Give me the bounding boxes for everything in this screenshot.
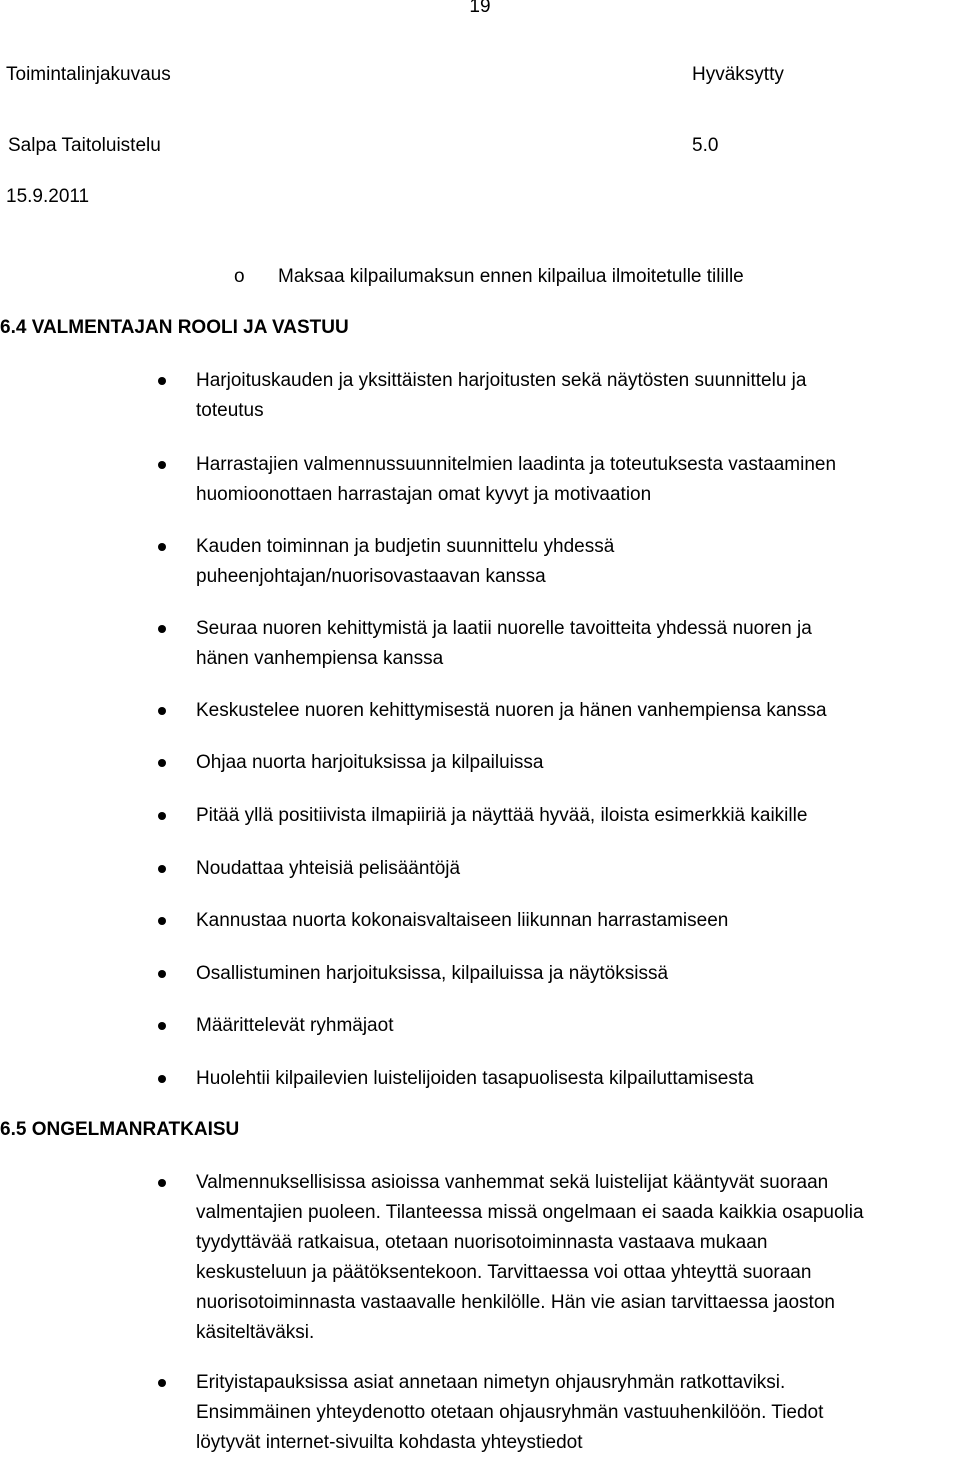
list-item-line: Kauden toiminnan ja budjetin suunnittelu yhdessä xyxy=(196,536,615,557)
list-item-line: keskusteluun ja päätöksentekoon. Tarvittaessa voi ottaa yhteyttä suoraan xyxy=(196,1262,812,1283)
list-item-text xyxy=(196,801,960,831)
page-number: 19 xyxy=(469,0,491,17)
list-item-line: käsiteltäväksi. xyxy=(196,1322,315,1343)
list-item-text xyxy=(196,959,960,989)
list-item-line: Määrittelevät ryhmäjaot xyxy=(196,1015,394,1036)
bullet-icon xyxy=(158,1179,166,1187)
list-item-text xyxy=(196,614,960,674)
bullet-icon xyxy=(158,917,166,925)
list-item-text xyxy=(196,854,960,884)
bullet-icon xyxy=(158,707,166,715)
header-organization: Salpa Taitoluistelu xyxy=(8,135,161,156)
list-item-line: Harrastajien valmennussuunnitelmien laadinta ja toteutuksesta vastaaminen xyxy=(196,454,837,475)
list-item-line: puheenjohtajan/nuorisovastaavan kanssa xyxy=(196,566,546,587)
bullet-icon xyxy=(158,812,166,820)
sub-item-text: Maksaa kilpailumaksun ennen kilpailua ilmoitetulle tilille xyxy=(278,266,744,287)
list-item-line: toteutus xyxy=(196,400,264,421)
header-date: 15.9.2011 xyxy=(6,186,90,207)
list-item-line: Huolehtii kilpailevien luistelijoiden tasapuolisesta kilpailuttamisesta xyxy=(196,1068,754,1089)
list-item-line: tyydyttävää ratkaisua, otetaan nuorisotoiminnasta vastaava mukaan xyxy=(196,1232,768,1253)
sub-item-marker: o xyxy=(234,266,245,287)
list-item-line: Osallistuminen harjoituksissa, kilpailuissa ja näytöksissä xyxy=(196,963,669,984)
list-item-text xyxy=(196,1368,960,1458)
list-item-text xyxy=(196,1011,960,1041)
list-item-text xyxy=(196,696,960,726)
bullet-icon xyxy=(158,1075,166,1083)
list-item-line: Harjoituskauden ja yksittäisten harjoitusten sekä näytösten suunnittelu ja xyxy=(196,370,807,391)
header-doc-type: Toimintalinjakuvaus xyxy=(6,64,171,85)
list-item-line: Valmennuksellisissa asioissa vanhemmat sekä luistelijat kääntyvät suoraan xyxy=(196,1172,829,1193)
bullet-icon xyxy=(158,625,166,633)
list-item-line: valmentajien puoleen. Tilanteessa missä ongelmaan ei saada kaikkia osapuolia xyxy=(196,1202,864,1223)
bullet-icon xyxy=(158,377,166,385)
bullet-icon xyxy=(158,759,166,767)
list-item-line: Erityistapauksissa asiat annetaan nimetyn ohjausryhmän ratkottaviksi. xyxy=(196,1372,786,1393)
list-item-line: nuorisotoiminnasta vastaavalle henkilölle. Hän vie asian tarvittaessa jaoston xyxy=(196,1292,835,1313)
list-item-text xyxy=(196,1168,960,1348)
list-item-text xyxy=(196,366,960,426)
list-item-line: löytyvät internet-sivuilta kohdasta yhteystiedot xyxy=(196,1432,583,1453)
bullet-icon xyxy=(158,865,166,873)
bullet-icon xyxy=(158,970,166,978)
bullet-icon xyxy=(158,543,166,551)
list-item-text xyxy=(196,906,960,936)
list-item-line: Ohjaa nuorta harjoituksissa ja kilpailuissa xyxy=(196,752,544,773)
bullet-icon xyxy=(158,1022,166,1030)
list-item-text xyxy=(196,1064,960,1094)
list-item-line: Noudattaa yhteisiä pelisääntöjä xyxy=(196,858,461,879)
list-item-line: hänen vanhempiensa kanssa xyxy=(196,648,444,669)
list-item-line: Keskustelee nuoren kehittymisestä nuoren ja hänen vanhempiensa kanssa xyxy=(196,700,827,721)
section-heading-6-5: 6.5 ONGELMANRATKAISU xyxy=(0,1119,240,1140)
list-item-line: Seuraa nuoren kehittymistä ja laatii nuorelle tavoitteita yhdessä nuoren ja xyxy=(196,618,812,639)
list-item-text xyxy=(196,450,960,510)
list-item-line: Pitää yllä positiivista ilmapiiriä ja näyttää hyvää, iloista esimerkkiä kaikille xyxy=(196,805,808,826)
header-status: Hyväksytty xyxy=(692,64,784,85)
header-version: 5.0 xyxy=(692,135,719,156)
bullet-icon xyxy=(158,461,166,469)
list-item-line: Kannustaa nuorta kokonaisvaltaiseen liikunnan harrastamiseen xyxy=(196,910,729,931)
list-item-text xyxy=(196,532,960,592)
list-item-text xyxy=(196,748,960,778)
list-item-line: Ensimmäinen yhteydenotto otetaan ohjausryhmän vastuuhenkilöön. Tiedot xyxy=(196,1402,824,1423)
section-heading-6-4: 6.4 VALMENTAJAN ROOLI JA VASTUU xyxy=(0,317,349,338)
list-item-line: huomioonottaen harrastajan omat kyvyt ja motivaation xyxy=(196,484,652,505)
bullet-icon xyxy=(158,1379,166,1387)
